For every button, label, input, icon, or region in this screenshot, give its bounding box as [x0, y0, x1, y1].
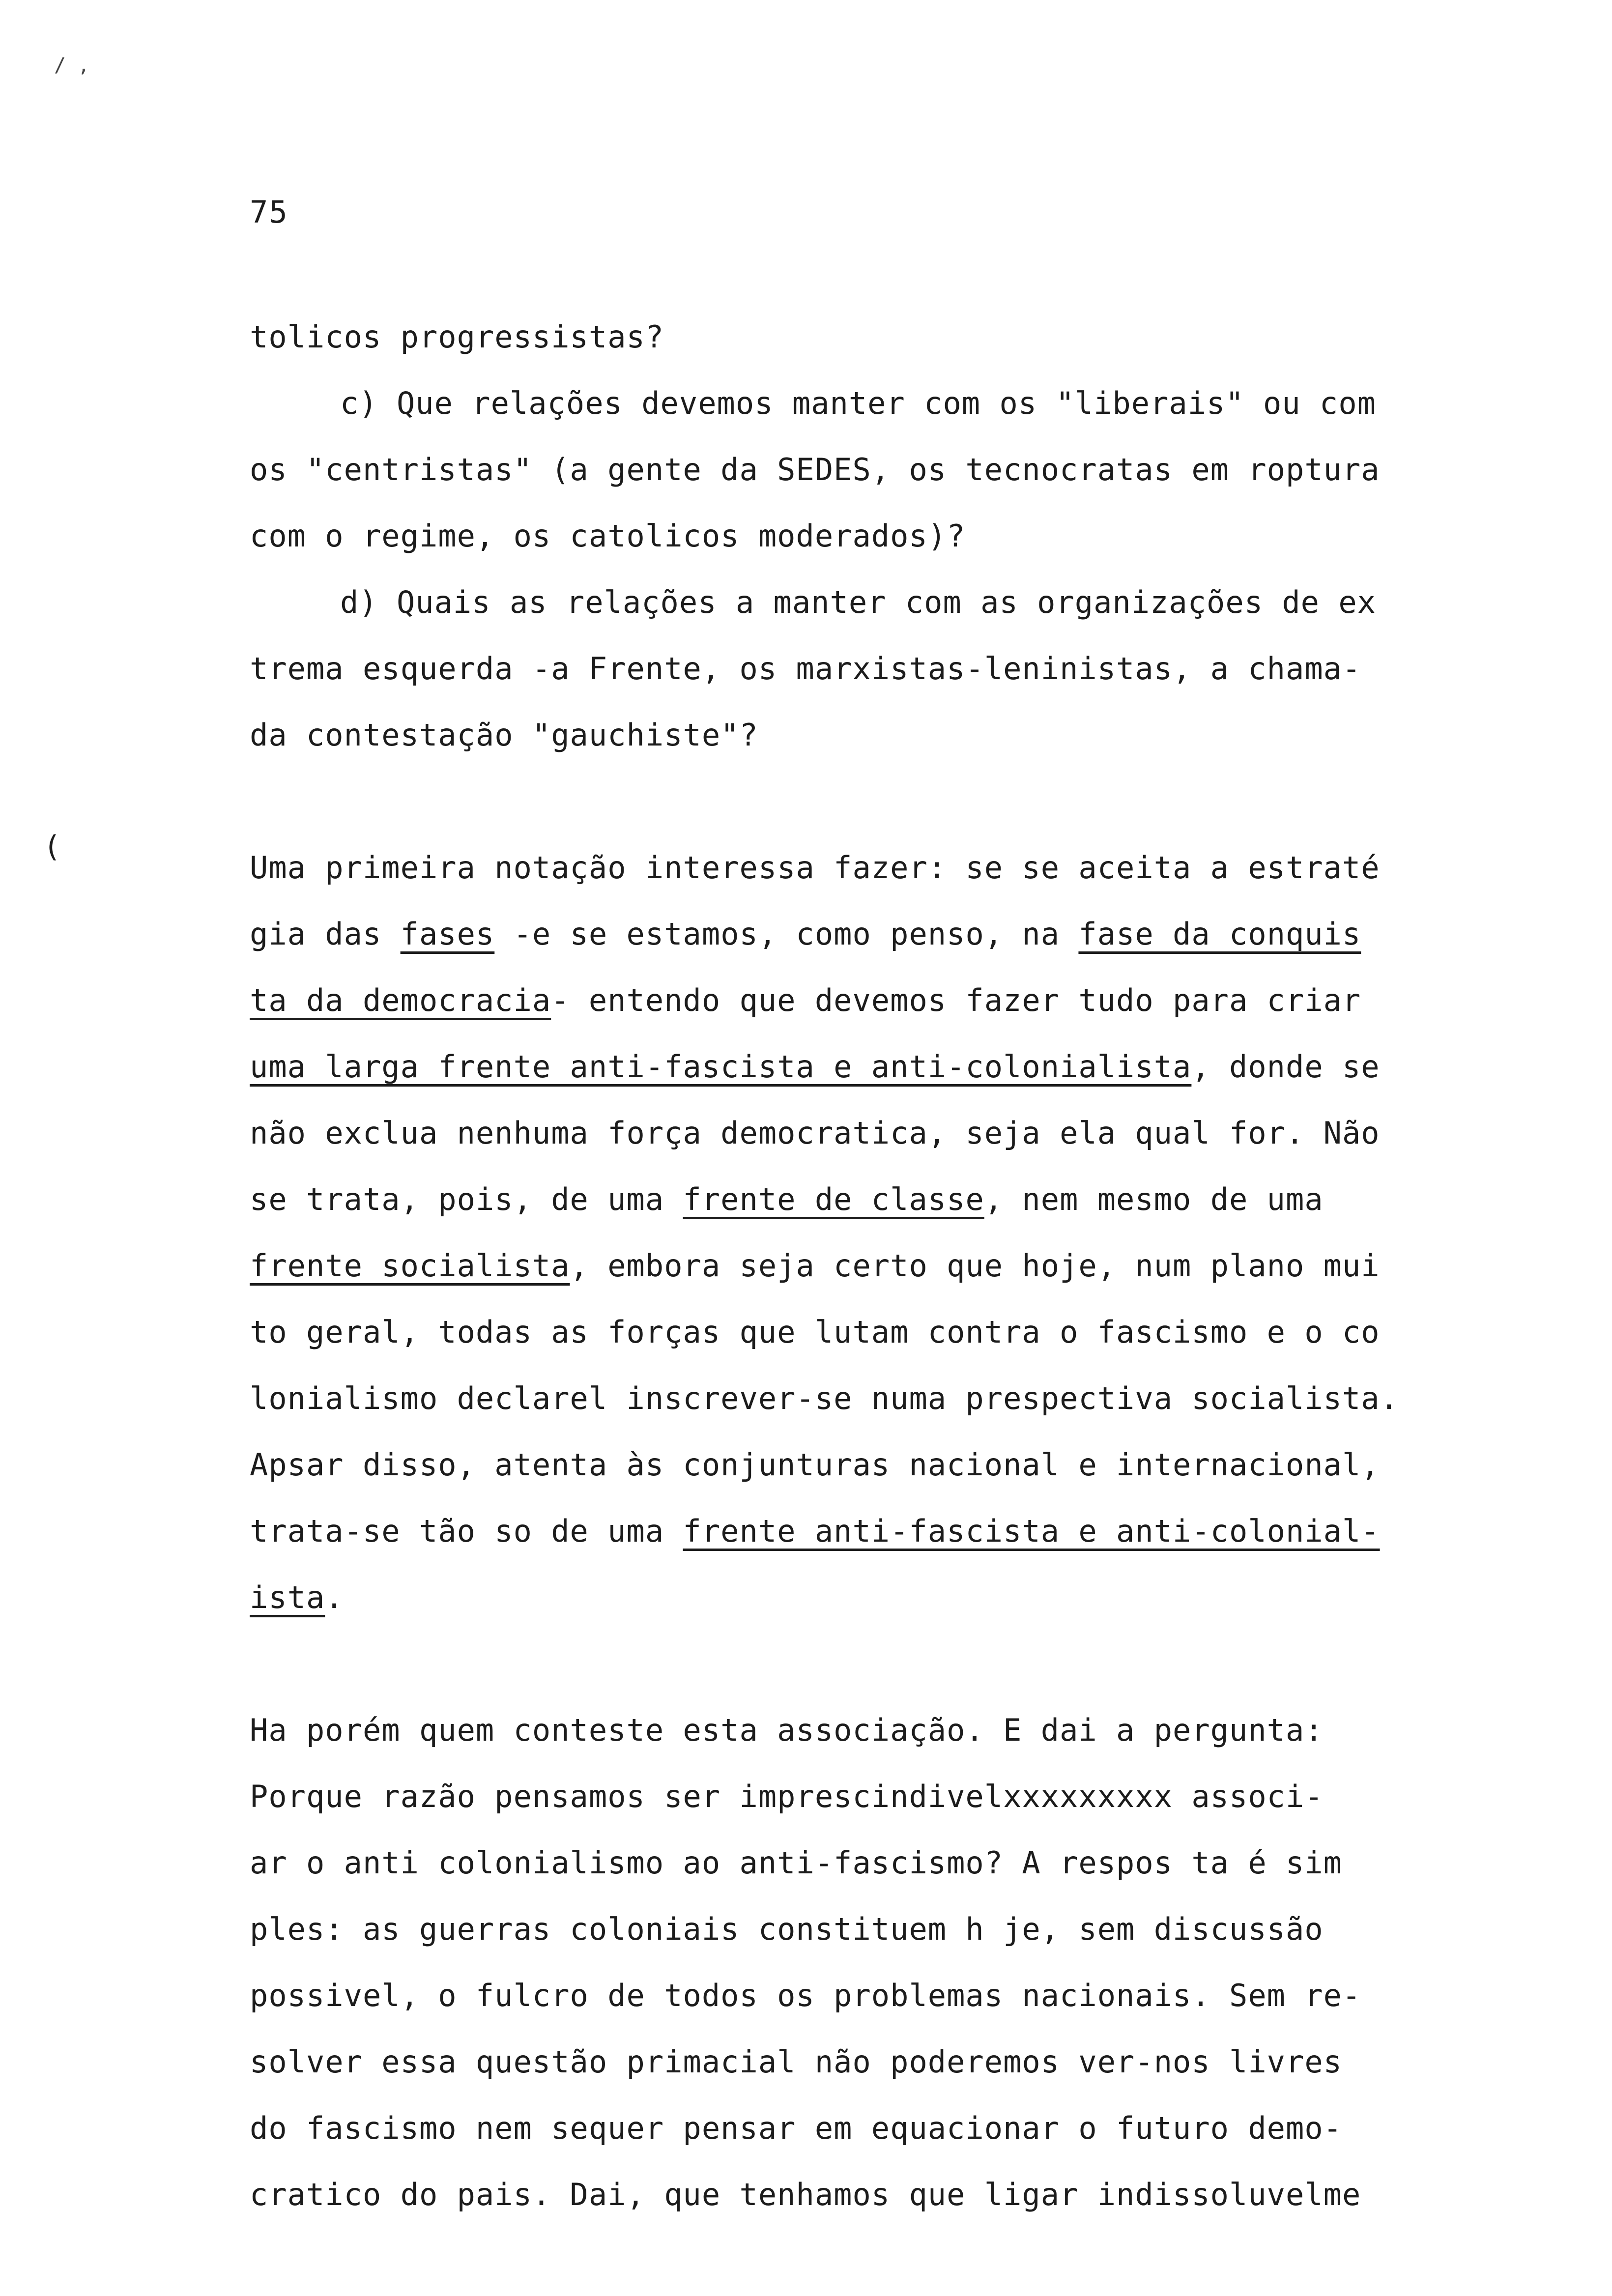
text-line: [250, 518, 966, 554]
text-segment: to geral, todas as forças que lutam contra o fascismo e o co: [250, 1314, 1380, 1350]
text-line: [250, 1980, 1361, 2011]
text-line: [250, 1447, 1380, 1483]
text-line: [250, 2177, 1361, 2212]
text-segment: Ha porém quem conteste esta associação. E dai a pergunta:: [250, 1712, 1324, 1748]
text-line: [250, 1181, 1324, 1217]
text-line: [250, 1845, 1342, 1881]
text-segment: gia das: [250, 916, 401, 952]
text-line: [250, 916, 1361, 952]
text-segment: com o regime, os catolicos moderados)?: [250, 518, 966, 554]
text-line: [250, 1712, 1324, 1748]
text-line: [250, 717, 758, 753]
text-segment: possivel, o fulcro de todos os problemas nacionais. Sem re-: [250, 1978, 1361, 2013]
text-segment: não exclua nenhuma força democratica, seja ela qual for. Não: [250, 1115, 1380, 1151]
text-line: [250, 452, 1380, 488]
text-segment: trata-se tão so de uma: [250, 1513, 683, 1549]
text-segment: da contestação "gauchiste"?: [250, 717, 758, 753]
text-segment: - entendo que devemos fazer tudo para criar: [551, 982, 1361, 1018]
text-segment: d) Quais as relações a manter com as organizações de ex: [340, 584, 1376, 620]
text-segment: os "centristas" (a gente da SEDES, os tecnocratas em roptura: [250, 452, 1380, 488]
text-segment: , embora seja certo que hoje, num plano mui: [570, 1248, 1380, 1284]
underlined-phrase: ista: [250, 1579, 325, 1615]
text-segment: .: [325, 1579, 344, 1615]
underlined-phrase: frente de classe: [683, 1181, 984, 1217]
text-line: [250, 1049, 1380, 1085]
text-segment: Apsar disso, atenta às conjunturas nacional e internacional,: [250, 1447, 1380, 1483]
text-segment: solver essa questão primacial não poderemos ver-nos livres: [250, 2044, 1342, 2080]
text-line: [250, 1513, 1380, 1549]
underlined-phrase: uma larga frente anti-fascista e anti-colonialista: [250, 1049, 1192, 1085]
text-line: [250, 651, 1361, 687]
text-segment: ples: as guerras coloniais constituem h je, sem discussão: [250, 1911, 1324, 1947]
text-line: [250, 1115, 1380, 1151]
corner-mark: / ,: [54, 54, 90, 77]
underlined-phrase: fase da conquis: [1078, 916, 1361, 952]
underlined-phrase: frente socialista: [250, 1248, 570, 1284]
text-line: [250, 982, 1361, 1018]
text-line: [250, 1911, 1324, 1947]
text-segment: lonialismo declarel inscrever-se numa prespectiva socialista.: [250, 1380, 1399, 1416]
text-line: [250, 1248, 1380, 1284]
text-segment: ar o anti colonialismo ao anti-fascismo? A respos ta é sim: [250, 1845, 1342, 1881]
underlined-phrase: fases: [400, 916, 495, 952]
text-segment: tolicos progressistas?: [250, 319, 664, 355]
text-segment: c) Que relações devemos manter com os "liberais" ou com: [340, 385, 1376, 421]
margin-parenthesis: (: [43, 830, 61, 864]
text-line: [250, 2110, 1342, 2146]
text-line: [250, 1579, 344, 1615]
text-segment: se trata, pois, de uma: [250, 1181, 683, 1217]
text-segment: do fascismo nem sequer pensar em equacionar o futuro demo-: [250, 2110, 1342, 2146]
text-segment: Porque razão pensamos ser imprescindivelxxxxxxxxx associ-: [250, 1779, 1324, 1814]
underlined-phrase: ta da democracia: [250, 982, 551, 1018]
text-segment: , nem mesmo de uma: [984, 1181, 1324, 1217]
underlined-phrase: frente anti-fascista e anti-colonial-: [683, 1513, 1380, 1549]
text-line: [250, 850, 1380, 886]
text-line: [250, 319, 664, 355]
text-line: [250, 1314, 1380, 1350]
text-line: [340, 385, 1376, 421]
text-line: [250, 1380, 1399, 1416]
text-segment: -e se estamos, como penso, na: [494, 916, 1079, 952]
text-segment: trema esquerda -a Frente, os marxistas-leninistas, a chama-: [250, 651, 1361, 687]
text-segment: cratico do pais. Dai, que tenhamos que ligar indissoluvelme: [250, 2177, 1361, 2212]
text-line: [250, 2044, 1342, 2080]
text-line: [340, 584, 1376, 620]
text-line: [250, 1781, 1324, 1812]
page-number: 75: [250, 194, 288, 230]
text-segment: Uma primeira notação interessa fazer: se se aceita a estraté: [250, 850, 1380, 886]
text-segment: , donde se: [1191, 1049, 1380, 1085]
